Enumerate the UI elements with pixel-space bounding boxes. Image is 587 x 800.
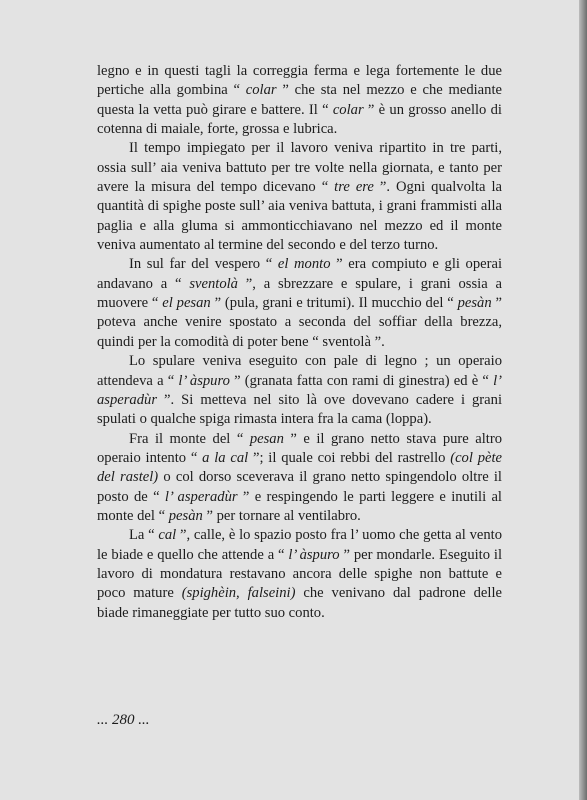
- text-run: In sul far del vespero “: [129, 256, 278, 273]
- text-run: che venivano dal padrone delle biade rimaneggiate per tutto suo conto.: [97, 585, 502, 621]
- text-run: ” era compiuto e gli operai andavano a “: [97, 256, 503, 292]
- text-run: ” per tornare al ventilabro.: [202, 507, 361, 524]
- italic-term: (spighèin, falseini): [181, 585, 296, 602]
- paragraph: [97, 352, 502, 429]
- text-run: ”. Ogni qualvolta la quantità di spighe poste sull’ aia veniva battuta, i grani frammisti alla paglia e alla gluma si ammonticchiavano nel mezzo ed il monte veniva aumentato al termine del secondo e del terzo turno.: [97, 179, 502, 254]
- page-edge-shadow: [579, 0, 587, 800]
- text-run: legno e in questi tagli la correggia ferma e lega fortemente le due pertiche alla gombina “: [97, 63, 502, 99]
- italic-term: colar: [332, 101, 364, 118]
- italic-term: pesàn: [457, 295, 492, 312]
- italic-term: l’ asperadùr: [97, 372, 502, 408]
- italic-term: l’ asperadùr: [164, 488, 238, 505]
- text-run: ”. Si metteva nel sito là ove dovevano cadere i grani spulati o qualche spiga rimasta intera fra la cama (loppa).: [97, 391, 502, 428]
- paragraph: [97, 139, 502, 255]
- text-run: o col dorso sceverava il grano netto spingendolo oltre il posto de “: [97, 469, 502, 505]
- text-run: ” (pula, grani e tritumi). Il mucchio del “: [210, 295, 458, 312]
- paragraph: [97, 526, 502, 623]
- text-run: La “: [129, 527, 159, 544]
- text-run: ”, calle, è lo spazio posto fra l’ uomo che getta al vento le biade e quello che attende a “: [97, 527, 502, 563]
- italic-term: tre ere: [334, 179, 374, 196]
- text-run: ” e respingendo le parti leggere e inutili al monte del “: [97, 488, 502, 524]
- body-text: [97, 62, 502, 623]
- text-run: ” che sta nel mezzo e che mediante questa la vetta può girare e battere. Il “: [97, 82, 502, 118]
- text-run: Il tempo impiegato per il lavoro veniva ripartito in tre parti, ossia sull’ aia veniva battuto per tre volte nella giornata, e tanto per avere la misura del tempo dicevano “: [97, 140, 502, 196]
- page-number: ... 280 ...: [97, 712, 150, 728]
- italic-term: l’ àspuro: [178, 372, 230, 389]
- italic-term: pesàn: [168, 507, 203, 524]
- paragraph: [97, 430, 502, 527]
- paragraph: [97, 255, 502, 352]
- italic-term: a la cal: [202, 449, 249, 466]
- italic-term: colar: [245, 82, 277, 99]
- italic-term: cal: [158, 527, 177, 544]
- text-run: ”; il quale coi rebbi del rastrello: [248, 449, 451, 466]
- text-run: ” (granata fatta con rami di ginestra) ed è “: [229, 372, 494, 389]
- paragraph: [97, 62, 502, 139]
- text-run: ”, a sbrezzare e spulare, i grani ossia a muovere “: [97, 275, 502, 312]
- italic-term: pesan: [249, 430, 284, 447]
- text-run: Lo spulare veniva eseguito con pale di legno ; un operaio attendeva a “: [97, 353, 502, 389]
- italic-term: (col pète del rastel): [97, 449, 503, 486]
- text-run: ” poteva anche venire spostato a seconda del soffiar della brezza, quindi per la comodità di poter bene “ sventolà ”.: [97, 295, 502, 350]
- italic-term: el monto: [277, 256, 331, 273]
- italic-term: el pesan: [162, 295, 211, 312]
- text-run: ” e il grano netto stava pure altro operaio intento “: [97, 430, 502, 466]
- text-run: ” per mondarle. Eseguito il lavoro di mondatura restavano ancora delle spighe non battute e poco mature: [97, 546, 503, 602]
- italic-term: l’ àspuro: [288, 546, 340, 563]
- italic-term: sventolà: [189, 275, 238, 292]
- text-run: Fra il monte del “: [129, 430, 250, 447]
- text-run: ” è un grosso anello di cotenna di maiale, forte, grossa e lubrica.: [97, 101, 502, 138]
